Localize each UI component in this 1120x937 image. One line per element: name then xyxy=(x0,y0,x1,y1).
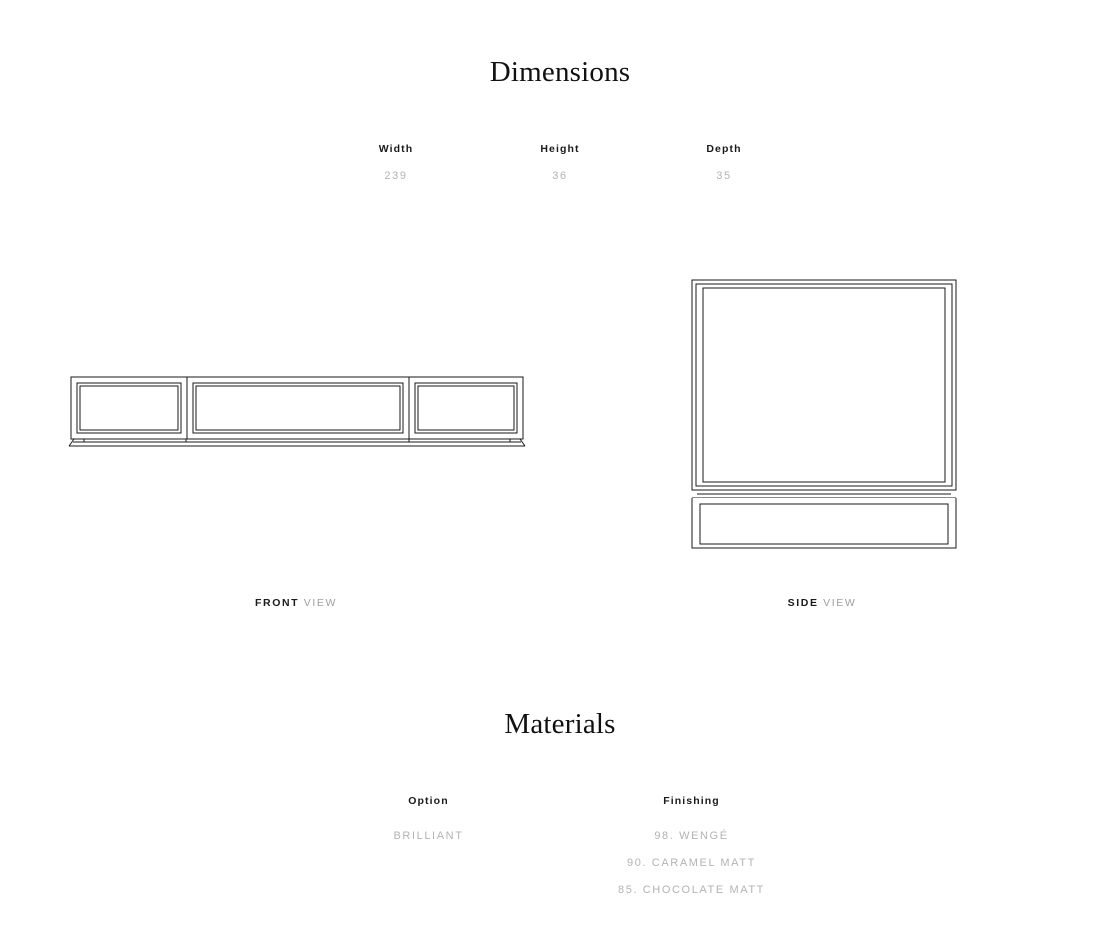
materials-option-value-1: BRILLIANT xyxy=(393,830,464,842)
spec-height xyxy=(478,143,642,182)
materials-finishing-values xyxy=(560,823,823,904)
side-view-caption xyxy=(722,597,922,609)
front-view-caption-strong: FRONT xyxy=(255,597,300,609)
front-view-svg xyxy=(60,368,540,468)
spec-depth xyxy=(642,143,806,182)
side-view-drawing xyxy=(684,270,964,565)
side-view-caption-light: VIEW xyxy=(823,597,857,609)
materials-option-column xyxy=(297,795,560,904)
front-view-drawing xyxy=(60,368,540,473)
materials-finishing-column xyxy=(560,795,823,904)
spec-height-value: 36 xyxy=(552,170,568,182)
spec-height-label: Height xyxy=(540,143,580,155)
spec-width-value: 239 xyxy=(384,170,408,182)
materials-option-values xyxy=(297,823,560,850)
side-view-svg xyxy=(684,270,964,560)
dimensions-section-title: Dimensions xyxy=(489,56,631,88)
dimensions-spec-row xyxy=(0,143,1120,182)
spec-depth-value: 35 xyxy=(716,170,732,182)
materials-finishing-label: Finishing xyxy=(663,795,720,807)
side-view-caption-strong: SIDE xyxy=(787,597,819,609)
materials-finishing-value-3: 85. CHOCOLATE MATT xyxy=(618,884,765,896)
materials-option-label: Option xyxy=(408,795,449,807)
spec-width-label: Width xyxy=(378,143,414,155)
spec-depth-label: Depth xyxy=(706,143,742,155)
materials-finishing-value-2: 90. CARAMEL MATT xyxy=(627,857,756,869)
front-view-caption xyxy=(196,597,396,609)
materials-finishing-value-1: 98. WENGÉ xyxy=(654,830,729,842)
spec-width xyxy=(314,143,478,182)
materials-row xyxy=(0,795,1120,904)
front-view-caption-light: VIEW xyxy=(303,597,337,609)
materials-section-title: Materials xyxy=(504,708,616,740)
